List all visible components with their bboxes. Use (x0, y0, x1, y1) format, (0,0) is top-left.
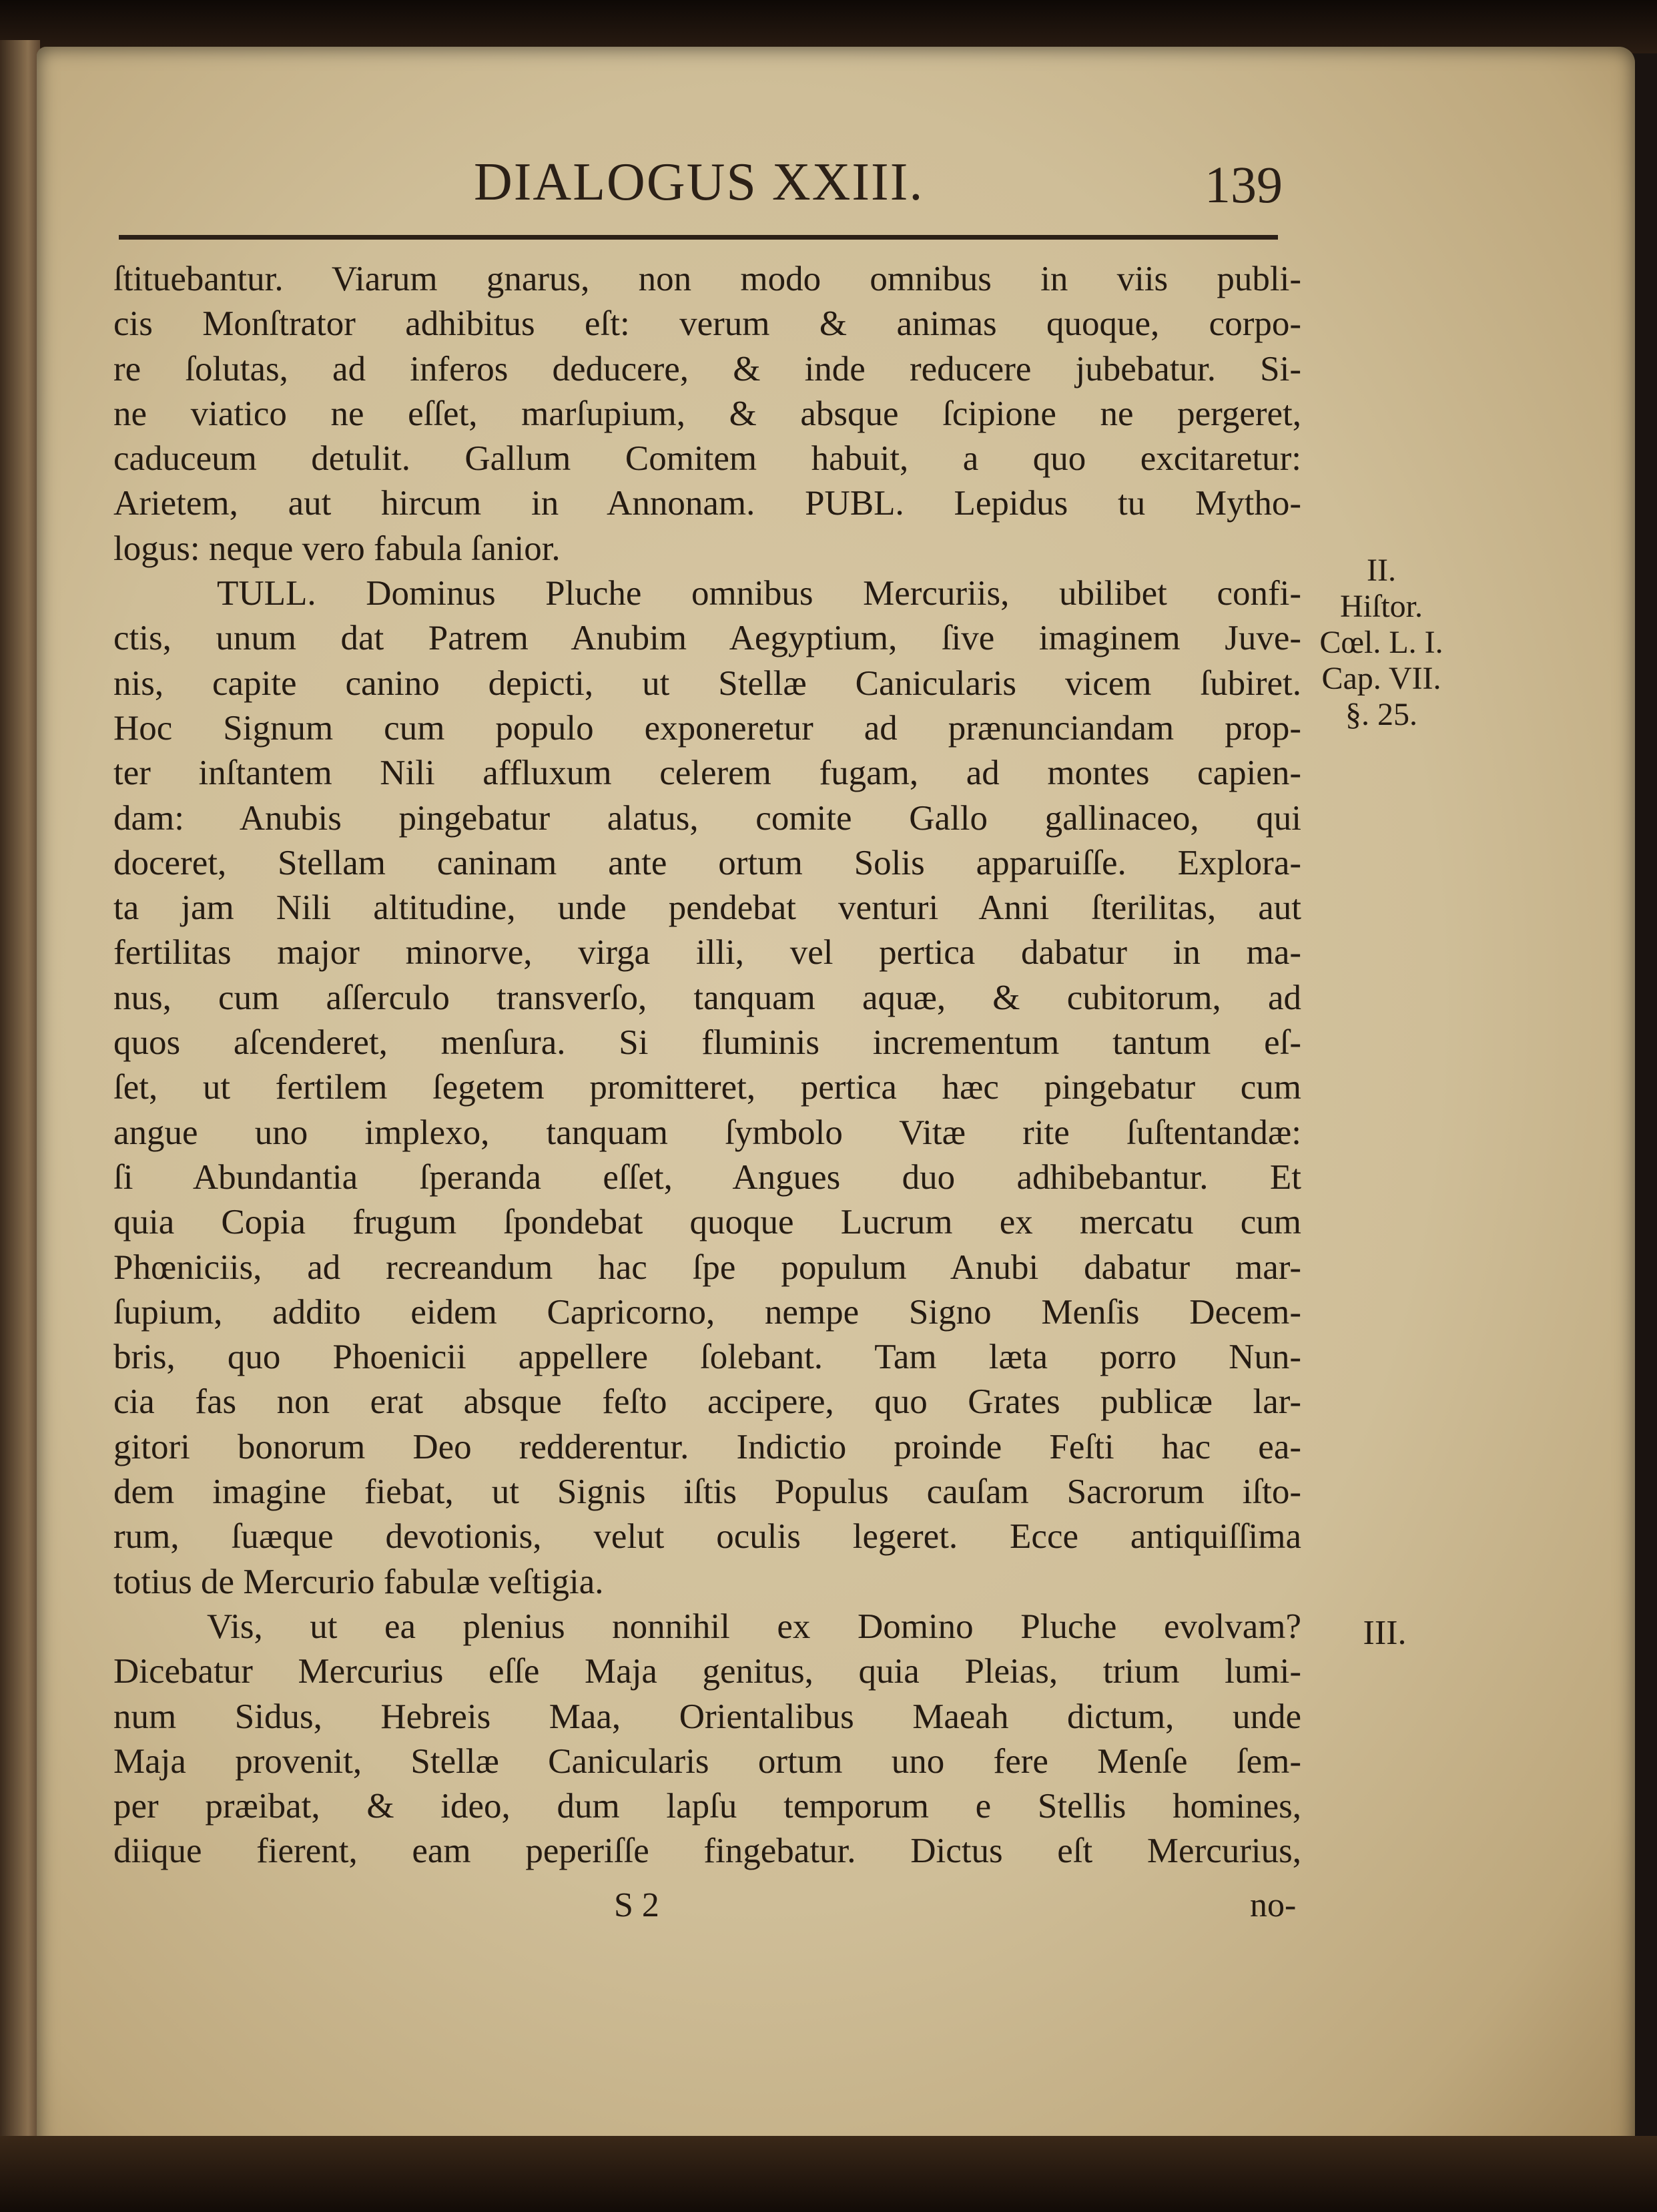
text-line: caduceum detulit. Gallum Comitem habuit, a quo excitaretur: (113, 439, 1301, 479)
text-line: ne viatico ne eſſet, marſupium, & absque ſcipione ne pergeret, (113, 394, 1301, 433)
margin-note-section-3: III. (1363, 1614, 1407, 1652)
text-line: angue uno implexo, tanquam ſymbolo Vitæ rite ſuſtentandæ: (113, 1113, 1301, 1152)
text-line: cia fas non erat absque feſto accipere, quo Grates publicæ lar- (113, 1382, 1301, 1422)
text-line: ſtituebantur. Viarum gnarus, non modo omnibus in viis publi- (113, 260, 1301, 298)
header-rule (119, 235, 1278, 240)
text-line: quos aſcenderet, menſura. Si fluminis incrementum tantum eſ- (113, 1023, 1301, 1063)
text-line: re ſolutas, ad inferos deducere, & inde reducere jubebatur. Si- (113, 349, 1301, 388)
text-line: TULL. Dominus Pluche omnibus Mercuriis, ubilibet confi- (217, 574, 1301, 613)
text-line: ter inſtantem Nili affluxum celerem fugam, ad montes capien- (113, 754, 1301, 793)
text-line: diique fierent, eam peperiſſe fingebatur. Dictus eſt Mercurius, (113, 1832, 1301, 1871)
text-line: gitori bonorum Deo redderentur. Indictio proinde Feſti hac ea- (113, 1427, 1301, 1466)
margin-note-section-2 (1305, 553, 1458, 733)
page-number: 139 (1205, 156, 1283, 214)
text-line: Hoc Signum cum populo exponeretur ad prænunciandam prop- (113, 708, 1301, 748)
catchword: no- (1250, 1886, 1297, 1924)
text-line: cis Monſtrator adhibitus eſt: verum & animas quoque, corpo- (113, 304, 1301, 344)
margin-note-line: Cap. VII. (1321, 661, 1441, 696)
text-line: Dicebatur Mercurius eſſe Maja genitus, quia Pleias, trium lumi- (113, 1652, 1301, 1691)
text-line: ctis, unum dat Patrem Anubim Aegyptium, ſive imaginem Juve- (113, 619, 1301, 658)
text-line: doceret, Stellam caninam ante ortum Solis apparuiſſe. Explora- (113, 843, 1301, 882)
text-line: totius de Mercurio fabulæ veſtigia. (113, 1562, 604, 1601)
margin-note-line: Cœl. L. I. (1319, 625, 1443, 660)
text-line: nus, cum aſſerculo transverſo, tanquam aquæ, & cubitorum, ad (113, 978, 1301, 1017)
margin-note-line: II. (1367, 553, 1396, 588)
text-line: rum, ſuæque devotionis, velut oculis legeret. Ecce antiquiſſima (113, 1517, 1301, 1557)
signature-mark: S 2 (614, 1886, 659, 1924)
text-line: nis, capite canino depicti, ut Stellæ Canicularis vicem ſubiret. (113, 663, 1301, 703)
text-line: ſet, ut fertilem ſegetem promitteret, pertica hæc pingebatur cum (113, 1068, 1301, 1107)
text-line: Phœniciis, ad recreandum hac ſpe populum Anubi dabatur mar- (113, 1248, 1301, 1287)
text-line: logus: neque vero fabula ſanior. (113, 529, 561, 568)
left-page-edge (0, 40, 40, 2212)
text-line: num Sidus, Hebreis Maa, Orientalibus Maeah dictum, unde (113, 1697, 1301, 1736)
text-line: Maja provenit, Stellæ Canicularis ortum uno fere Menſe ſem- (113, 1741, 1301, 1781)
text-line: ſi Abundantia ſperanda eſſet, Angues duo adhibebantur. Et (113, 1157, 1301, 1197)
text-line: quia Copia frugum ſpondebat quoque Lucrum ex mercatu cum (113, 1203, 1301, 1242)
text-line: Vis, ut ea plenius nonnihil ex Domino Pluche evolvam? (207, 1607, 1301, 1646)
page-bottom-shadow (0, 2136, 1657, 2212)
text-line: bris, quo Phoenicii appellere ſolebant. Tam læta porro Nun- (113, 1338, 1301, 1377)
running-title: DIALOGUS XXIII. (474, 153, 924, 212)
margin-note-line: Hiſtor. (1339, 589, 1423, 624)
margin-note-line: §. 25. (1345, 697, 1417, 732)
text-line: per præibat, & ideo, dum lapſu temporum e Stellis homines, (113, 1787, 1301, 1826)
text-line: dem imagine fiebat, ut Signis iſtis Populus cauſam Sacrorum iſto- (113, 1472, 1301, 1512)
body-text (113, 257, 1301, 1874)
text-line: fertilitas major minorve, virga illi, vel pertica dabatur in ma- (113, 933, 1301, 973)
text-line: dam: Anubis pingebatur alatus, comite Gallo gallinaceo, qui (113, 798, 1301, 838)
text-line: Arietem, aut hircum in Annonam. PUBL. Lepidus tu Mytho- (113, 484, 1301, 523)
text-line: ta jam Nili altitudine, unde pendebat venturi Anni ſterilitas, aut (113, 888, 1301, 928)
text-line: ſupium, addito eidem Capricorno, nempe Signo Menſis Decem- (113, 1292, 1301, 1332)
book-spine-shadow (0, 0, 1657, 53)
